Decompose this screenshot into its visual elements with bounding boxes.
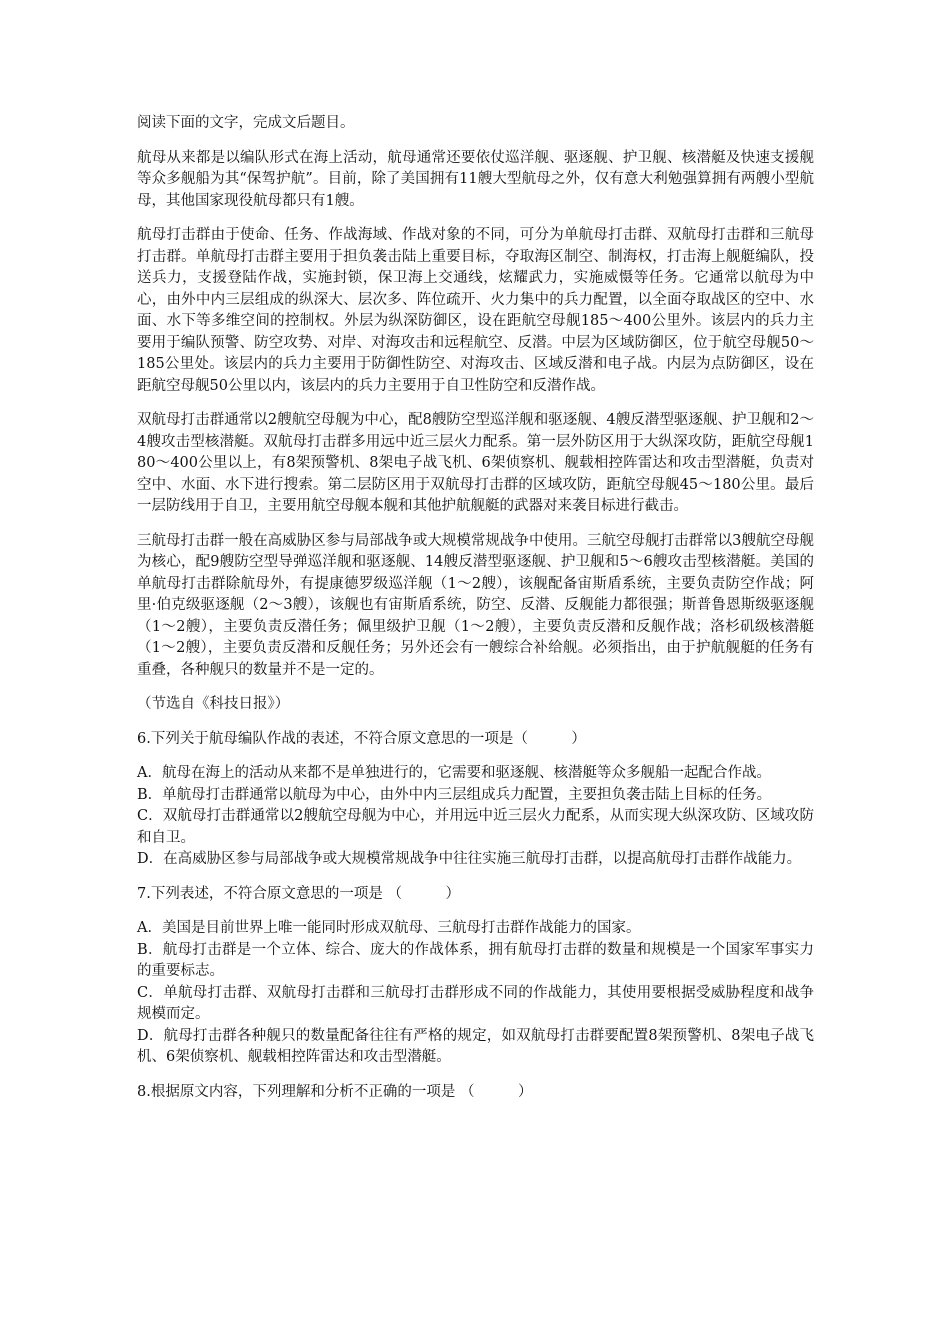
question-7-option-d: D．航母打击群各种舰只的数量配备往往有严格的规定，如双航母打击群要配置8架预警机、8架电子战飞机、6架侦察机、舰载相控阵雷达和攻击型潜艇。 [137,1027,814,1065]
document-page [137,113,814,1103]
question-6-stem: 6.下列关于航母编队作战的表述，不符合原文意思的一项是（ ） [137,730,586,747]
question-6-option-a: A．航母在海上的活动从来都不是单独进行的，它需要和驱逐舰、核潜艇等众多舰船一起配合作战。 [137,765,771,781]
passage-paragraph-3: 双航母打击群通常以2艘航空母舰为中心，配8艘防空型巡洋舰和驱逐舰、4艘反潜型驱逐舰、护卫舰和2～4艘攻击型核潜艇。双航母打击群多用远中近三层火力配系。第一层外防区用于大纵深攻防，距航空母舰180～400公里以上，有8架预警机、8架电子战飞机、6架侦察机、舰载相控阵雷达和攻击型潜艇，负责对空中、水面、水下进行搜索。第二层防区用于双航母打击群的区域攻防，距航空母舰45～180公里。最后一层防线用于自卫，主要用航空母舰本舰和其他护航舰艇的武器对来袭目标进行截击。 [137,412,814,514]
question-6-options [137,763,814,871]
passage-paragraph-4: 三航母打击群一般在高威胁区参与局部战争或大规模常规战争中使用。三航空母舰打击群常以3艘航空母舰为核心，配9艘防空型导弹巡洋舰和驱逐舰、14艘反潜型驱逐舰、护卫舰和5～6艘攻击型核潜艇。美国的单航母打击群除航母外，有提康德罗级巡洋舰（1～2艘），该舰配备宙斯盾系统，主要负责防空作战；阿里·伯克级驱逐舰（2～3艘），该舰也有宙斯盾系统，防空、反潜、反舰能力都很强；斯普鲁恩斯级驱逐舰（1～2艘），主要负责反潜任务；佩里级护卫舰（1～2艘），主要负责反潜和反舰作战；洛杉矶级核潜艇（1～2艘），主要负责反潜和反舰任务；另外还会有一艘综合补给舰。必须指出，由于护航舰艇的任务有重叠，各种舰只的数量并不是一定的。 [137,532,814,678]
question-7-stem: 7.下列表述，不符合原文意思的一项是 （ ） [137,885,460,902]
question-6-option-b: B．单航母打击群通常以航母为中心，由外中内三层组成兵力配置，主要担负袭击陆上目标的任务。 [137,786,772,803]
source-note: （节选自《科技日报》） [137,696,290,712]
question-7-options [137,918,814,1069]
passage-paragraph-2: 航母打击群由于使命、任务、作战海域、作战对象的不同，可分为单航母打击群、双航母打击群和三航母打击群。单航母打击群主要用于担负袭击陆上重要目标，夺取海区制空、制海权，打击海上舰艇编队，投送兵力，支援登陆作战，实施封锁，保卫海上交通线，炫耀武力，实施威慑等任务。它通常以航母为中心，由外中内三层组成的纵深大、层次多、阵位疏开、火力集中的兵力配置，以全面夺取战区的空中、水面、水下等多维空间的控制权。外层为纵深防御区，设在距航空母舰185～400公里外。该层内的兵力主要用于编队预警、防空攻势、对岸、对海攻击和远程航空、反潜。中层为区域防御区，位于航空母舰50～185公里处。该层内的兵力主要用于防御性防空、对海攻击、区域反潜和电子战。内层为点防御区，设在距航空母舰50公里以内，该层内的兵力主要用于自卫性防空和反潜作战。 [137,227,814,394]
question-7-option-c: C．单航母打击群、双航母打击群和三航母打击群形成不同的作战能力，其使用要根据受威胁程度和战争规模而定。 [137,984,814,1022]
passage-paragraph-1: 航母从来都是以编队形式在海上活动，航母通常还要依仗巡洋舰、驱逐舰、护卫舰、核潜艇及快速支援舰等众多舰船为其“保驾护航”。目前，除了美国拥有11艘大型航母之外，仅有意大利勉强算拥有两艘小型航母，其他国家现役航母都只有1艘。 [137,149,814,209]
question-6-option-c: C．双航母打击群通常以2艘航空母舰为中心，并用远中近三层火力配系，从而实现大纵深攻防、区域攻防和自卫。 [137,808,814,846]
question-6-option-d: D．在高威胁区参与局部战争或大规模常规战争中往往实施三航母打击群，以提高航母打击群作战能力。 [137,851,802,867]
question-8-stem: 8.根据原文内容，下列理解和分析不正确的一项是 （ ） [137,1083,533,1100]
intro-line: 阅读下面的文字，完成文后题目。 [137,115,355,131]
question-7-option-a: A．美国是目前世界上唯一能同时形成双航母、三航母打击群作战能力的国家。 [137,920,641,936]
question-7-option-b: B．航母打击群是一个立体、综合、庞大的作战体系，拥有航母打击群的数量和规模是一个国家军事实力的重要标志。 [137,941,814,979]
